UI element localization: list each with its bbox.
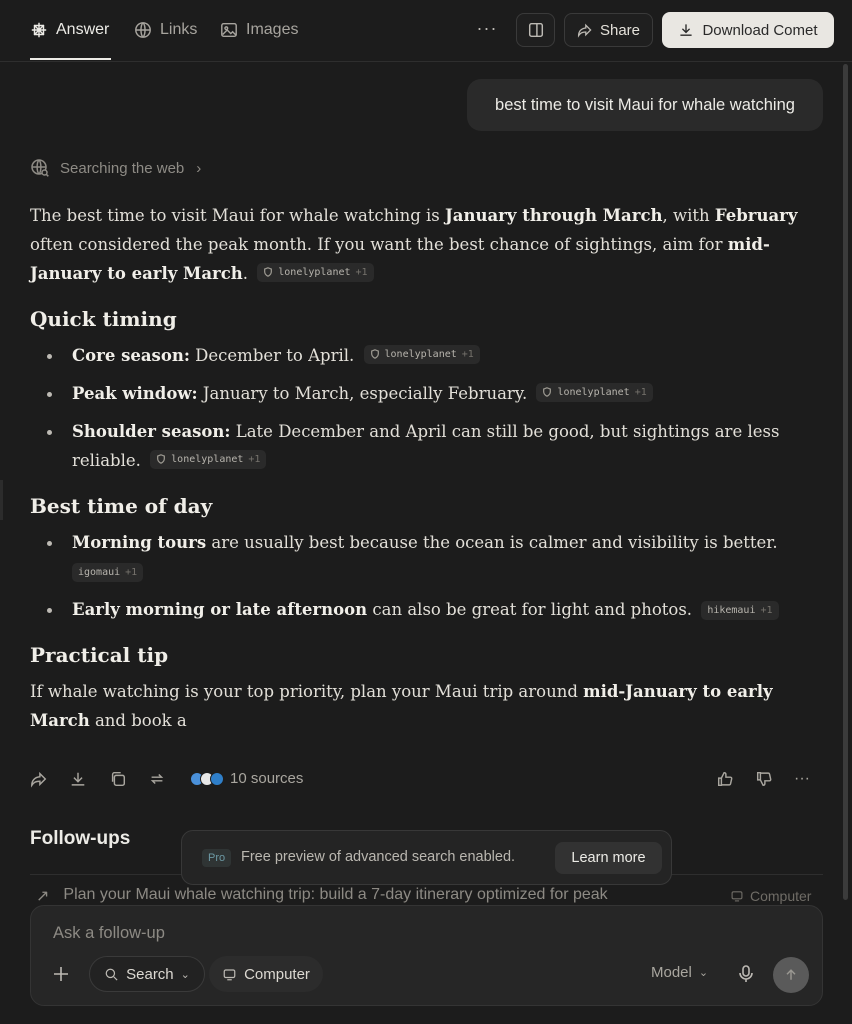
computer-mode-label: Computer bbox=[244, 965, 310, 983]
search-icon bbox=[104, 967, 119, 982]
tab-label: Images bbox=[246, 21, 299, 38]
top-bar bbox=[0, 0, 852, 62]
text: January to March, especially February. bbox=[197, 384, 528, 403]
list-item bbox=[30, 528, 825, 586]
followups-heading: Follow-ups bbox=[30, 828, 131, 849]
tab-label: Answer bbox=[56, 21, 110, 38]
shield-icon bbox=[263, 267, 273, 277]
pro-badge: Pro bbox=[202, 849, 231, 867]
copy-button[interactable] bbox=[109, 770, 129, 790]
share-button[interactable] bbox=[564, 13, 653, 47]
sources-button[interactable] bbox=[190, 770, 303, 787]
citation-chip[interactable] bbox=[150, 450, 266, 469]
bold-text: Core season: bbox=[72, 346, 190, 365]
list-item bbox=[30, 341, 825, 370]
section-heading: Quick timing bbox=[30, 307, 177, 331]
globe-icon bbox=[134, 21, 152, 39]
text: and book a bbox=[89, 711, 187, 730]
followup-tag-label: Computer bbox=[750, 888, 812, 904]
answer-intro bbox=[30, 201, 825, 288]
answer-body bbox=[30, 201, 825, 735]
arrow-up-icon bbox=[783, 967, 799, 983]
citation-chip[interactable] bbox=[72, 563, 143, 582]
learn-more-button[interactable]: Learn more bbox=[555, 842, 662, 874]
chevron-down-icon: ⌄ bbox=[698, 967, 709, 979]
toast-message: Free preview of advanced search enabled. bbox=[241, 849, 516, 865]
chevron-down-icon: ⌄ bbox=[180, 968, 190, 981]
text: , with bbox=[662, 206, 715, 225]
citation-source: lonelyplanet bbox=[278, 266, 351, 278]
model-selector[interactable] bbox=[651, 964, 708, 981]
globe-search-icon bbox=[30, 158, 50, 178]
citation-more: +1 bbox=[248, 453, 261, 465]
microphone-icon bbox=[737, 964, 755, 984]
shield-icon bbox=[370, 349, 380, 359]
bold-text: mid-January to early March bbox=[30, 682, 773, 730]
bold-text: Peak window: bbox=[72, 384, 198, 403]
text: can also be great for light and photos. bbox=[367, 600, 693, 619]
citation-chip[interactable] bbox=[257, 263, 373, 282]
practical-tip-text bbox=[30, 677, 825, 735]
sidebar-toggle-button[interactable] bbox=[516, 13, 555, 47]
attach-button[interactable] bbox=[51, 964, 73, 986]
download-icon bbox=[69, 770, 87, 788]
export-button[interactable] bbox=[69, 770, 89, 790]
text: . bbox=[242, 264, 249, 283]
citation-more: +1 bbox=[355, 266, 368, 278]
sources-label: 10 sources bbox=[230, 770, 304, 787]
answer-icon bbox=[30, 21, 48, 39]
tab-images[interactable] bbox=[220, 18, 298, 42]
followup-item[interactable] bbox=[36, 886, 608, 906]
citation-source: hikemaui bbox=[707, 605, 756, 616]
plus-icon bbox=[51, 964, 71, 984]
thumbs-down-button[interactable] bbox=[755, 770, 775, 790]
text: If whale watching is your top priority, plan your Maui trip around bbox=[30, 682, 584, 701]
model-label: Model bbox=[651, 964, 692, 981]
rewrite-button[interactable] bbox=[148, 770, 168, 790]
more-actions-button[interactable]: ··· bbox=[794, 770, 810, 787]
citation-source: lonelyplanet bbox=[384, 348, 457, 360]
text: Late December and April can still be good, but sightings are less reliable. bbox=[72, 422, 780, 470]
bullet-list bbox=[30, 528, 825, 624]
computer-icon bbox=[730, 889, 744, 903]
section-heading: Best time of day bbox=[30, 494, 213, 518]
panel-icon bbox=[527, 21, 545, 39]
chevron-right-icon: › bbox=[196, 159, 202, 177]
tab-label: Links bbox=[160, 21, 198, 38]
bold-text: mid-January to early March bbox=[30, 235, 770, 283]
text: often considered the peak month. If you want the best chance of sightings, aim for bbox=[30, 235, 728, 254]
followup-text: Plan your Maui whale watching trip: build a 7-day itinerary optimized for peak bbox=[63, 886, 608, 903]
active-tab-indicator bbox=[30, 58, 111, 60]
send-button[interactable] bbox=[773, 957, 809, 993]
computer-mode-button[interactable] bbox=[209, 956, 323, 992]
text: The best time to visit Maui for whale watching is bbox=[30, 206, 445, 225]
computer-icon bbox=[222, 967, 237, 982]
bold-text: Early morning or late afternoon bbox=[72, 600, 368, 619]
share-answer-button[interactable] bbox=[30, 770, 50, 790]
source-favicons bbox=[190, 772, 224, 786]
arrow-up-right-icon: ↗ bbox=[36, 888, 50, 905]
user-query-bubble: best time to visit Maui for whale watching bbox=[467, 79, 823, 131]
bullet-list bbox=[30, 341, 825, 475]
source-favicon-icon bbox=[210, 772, 224, 786]
tab-answer[interactable] bbox=[30, 18, 109, 42]
searching-label: Searching the web bbox=[60, 159, 185, 177]
share-icon bbox=[577, 22, 593, 38]
share-label: Share bbox=[599, 21, 641, 39]
citation-more: +1 bbox=[125, 567, 138, 578]
searching-status[interactable] bbox=[30, 158, 201, 178]
image-icon bbox=[220, 21, 238, 39]
text: are usually best because the ocean is calmer and visibility is better. bbox=[206, 533, 778, 552]
shield-icon bbox=[542, 387, 552, 397]
citation-more: +1 bbox=[461, 348, 474, 360]
text: December to April. bbox=[189, 346, 355, 365]
sidebar-edge bbox=[0, 480, 3, 520]
bold-text: January through March bbox=[445, 206, 663, 225]
bold-text: Morning tours bbox=[72, 533, 207, 552]
answer-actions bbox=[30, 768, 825, 794]
download-label: Download Comet bbox=[702, 21, 818, 39]
list-item bbox=[30, 417, 825, 475]
download-icon bbox=[678, 22, 694, 38]
pro-preview-toast bbox=[181, 830, 672, 885]
search-mode-button[interactable] bbox=[89, 956, 205, 992]
citation-more: +1 bbox=[634, 386, 647, 398]
bold-text: Shoulder season: bbox=[72, 422, 231, 441]
thumbs-down-icon bbox=[755, 770, 773, 788]
shield-icon bbox=[156, 454, 166, 464]
citation-source: lonelyplanet bbox=[171, 453, 244, 465]
citation-chip[interactable] bbox=[701, 601, 778, 620]
search-mode-label: Search bbox=[126, 965, 174, 983]
repeat-icon bbox=[148, 770, 166, 788]
more-options-button[interactable]: ··· bbox=[476, 18, 498, 38]
tab-links[interactable] bbox=[134, 18, 197, 42]
citation-chip[interactable] bbox=[536, 383, 652, 402]
share-icon bbox=[30, 770, 48, 788]
citation-source: igomaui bbox=[78, 567, 121, 578]
list-item bbox=[30, 595, 825, 624]
citation-source: lonelyplanet bbox=[557, 386, 630, 398]
followup-computer-tag bbox=[730, 888, 811, 904]
list-item bbox=[30, 379, 825, 408]
thumbs-up-icon bbox=[716, 770, 734, 788]
bold-text: February bbox=[714, 206, 798, 225]
composer bbox=[30, 905, 823, 1006]
download-comet-button[interactable] bbox=[662, 12, 834, 48]
section-heading: Practical tip bbox=[30, 643, 169, 667]
citation-more: +1 bbox=[760, 605, 773, 616]
copy-icon bbox=[109, 770, 127, 788]
scrollbar-thumb[interactable] bbox=[843, 64, 848, 900]
citation-chip[interactable] bbox=[364, 345, 480, 364]
thumbs-up-button[interactable] bbox=[716, 770, 736, 790]
voice-input-button[interactable] bbox=[737, 964, 757, 986]
followup-input[interactable]: Ask a follow-up bbox=[53, 924, 165, 942]
